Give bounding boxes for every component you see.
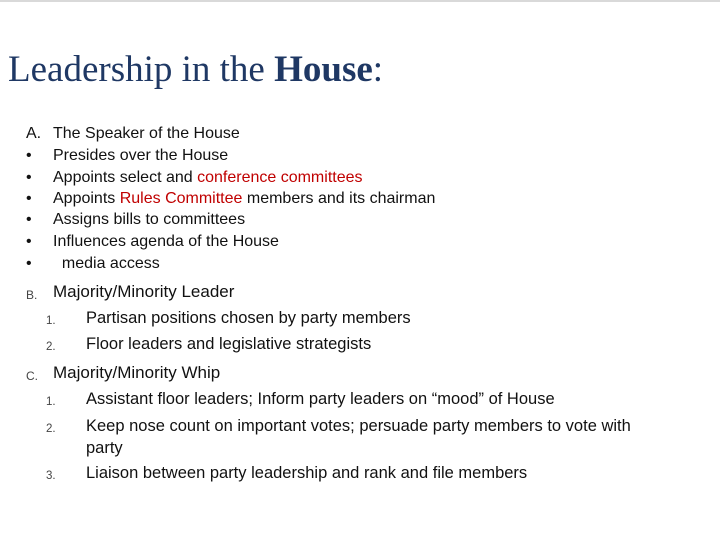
bullet-marker: • xyxy=(26,255,32,272)
slide-title xyxy=(8,48,383,92)
bullet-text: Assigns bills to committees xyxy=(53,211,246,228)
section-a-title: The Speaker of the House xyxy=(53,125,240,142)
item-number: 2. xyxy=(46,341,56,353)
item-text-continued: party xyxy=(86,439,123,457)
bullet-marker: • xyxy=(26,169,32,186)
bullet-text: Appoints Rules Committee members and its chairman xyxy=(53,190,436,207)
item-text: Partisan positions chosen by party members xyxy=(86,309,411,327)
item-number: 1. xyxy=(46,315,56,327)
bullet-marker: • xyxy=(26,233,32,250)
bullet-text: Appoints select and conference committees xyxy=(53,169,363,186)
top-divider xyxy=(0,0,720,2)
item-text: Keep nose count on important votes; persuade party members to vote with xyxy=(86,417,631,435)
item-number: 2. xyxy=(46,423,56,435)
highlight-conference-committees: conference committees xyxy=(197,169,363,186)
bullet-marker: • xyxy=(26,211,32,228)
bullet-marker: • xyxy=(26,190,32,207)
title-prefix: Leadership in the xyxy=(8,49,275,90)
item-text: Assistant floor leaders; Inform party leaders on “mood” of House xyxy=(86,390,555,408)
section-c-title: Majority/Minority Whip xyxy=(53,363,221,382)
item-text: Liaison between party leadership and rank and file members xyxy=(86,464,528,482)
section-b-label: B. xyxy=(26,288,38,302)
title-bold-word: House xyxy=(274,49,373,90)
section-c-label: C. xyxy=(26,369,38,383)
title-suffix: : xyxy=(372,49,384,90)
bullet-text: media access xyxy=(53,255,160,272)
item-text: Floor leaders and legislative strategists xyxy=(86,335,372,353)
bullet-text: Presides over the House xyxy=(53,147,229,164)
highlight-rules-committee: Rules Committee xyxy=(119,190,243,207)
section-a-label: A. xyxy=(26,125,42,142)
bullet-text: Influences agenda of the House xyxy=(53,233,279,250)
item-number: 1. xyxy=(46,396,56,408)
bullet-marker: • xyxy=(26,147,32,164)
item-number: 3. xyxy=(46,470,56,482)
section-b-title: Majority/Minority Leader xyxy=(53,282,235,301)
